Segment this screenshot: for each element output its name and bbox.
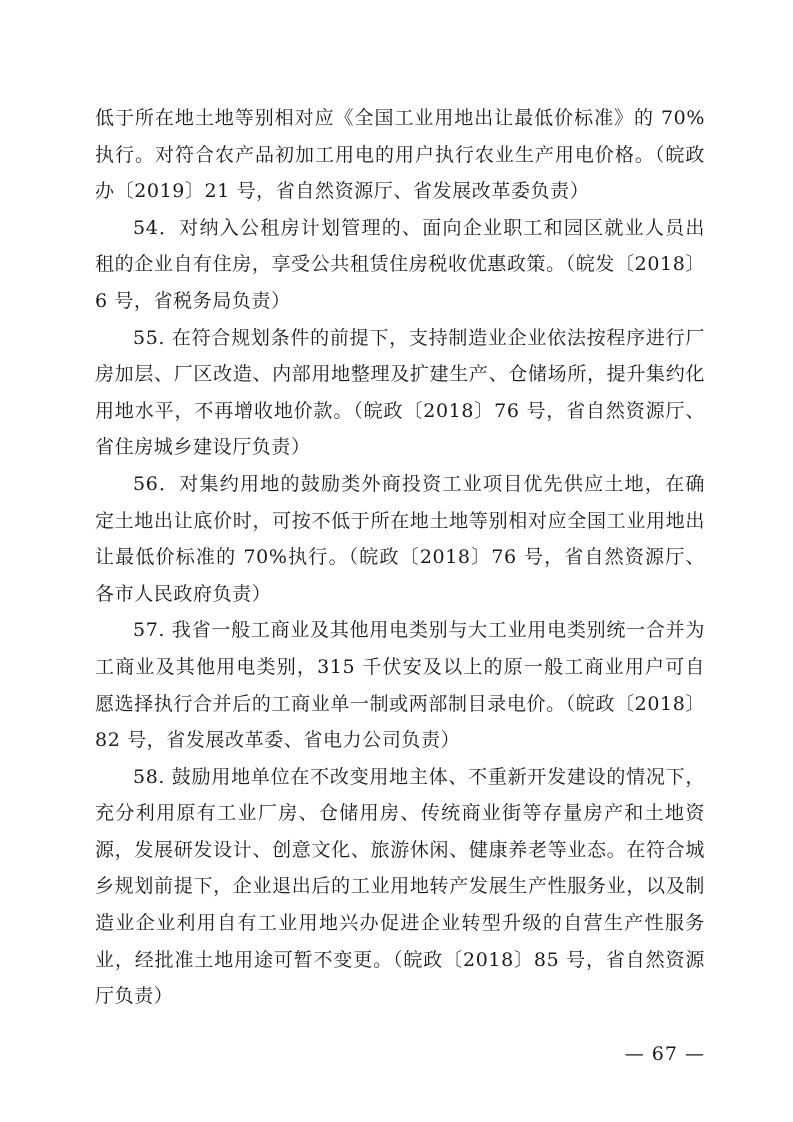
paragraph-57: 57. 我省一般工商业及其他用电类别与大工业用电类别统一合并为工商业及其他用电类别，315 千伏安及以上的原一般工商业用户可自愿选择执行合并后的工商业单一制或两部制目录电价。（皖政〔2018〕82 号，省发展改革委、省电力公司负责） <box>95 619 705 752</box>
paragraph-54: 54．对纳入公租房计划管理的、面向企业职工和园区就业人员出租的企业自有住房，享受公共租赁住房税收优惠政策。（皖发〔2018〕6 号，省税务局负责） <box>95 216 705 312</box>
paragraph-58: 58. 鼓励用地单位在不改变用地主体、不重新开发建设的情况下，充分利用原有工业厂房、仓储用房、传统商业街等存量房产和土地资源，发展研发设计、创意文化、旅游休闲、健康养老等业态。在符合城乡规划前提下，企业退出后的工业用地转产发展生产性服务业，以及制造业企业利用自有工业用地兴办促进企业转型升级的自营生产性服务业，经批准土地用途可暂不变更。（皖政〔2018〕85 号，省自然资源厅负责） <box>95 765 705 1008</box>
paragraph-55: 55. 在符合规划条件的前提下，支持制造业企业依法按程序进行厂房加层、厂区改造、内部用地整理及扩建生产、仓储场所，提升集约化用地水平，不再增收地价款。（皖政〔2018〕76 号，省自然资源厅、省住房城乡建设厅负责） <box>95 326 705 459</box>
paragraph-53-continued: 低于所在地土地等别相对应《全国工业用地出让最低价标准》的 70%执行。对符合农产品初加工用电的用户执行农业生产用电价格。（皖政办〔2019〕21 号，省自然资源厅、省发展改革委负责） <box>95 107 705 203</box>
page-number: — 67 — <box>624 1043 705 1065</box>
document-body <box>95 100 705 1015</box>
paragraph-56: 56．对集约用地的鼓励类外商投资工业项目优先供应土地，在确定土地出让底价时，可按不低于所在地土地等别相对应全国工业用地出让最低价标准的 70%执行。（皖政〔2018〕76 号，省自然资源厅、各市人民政府负责） <box>95 472 705 605</box>
